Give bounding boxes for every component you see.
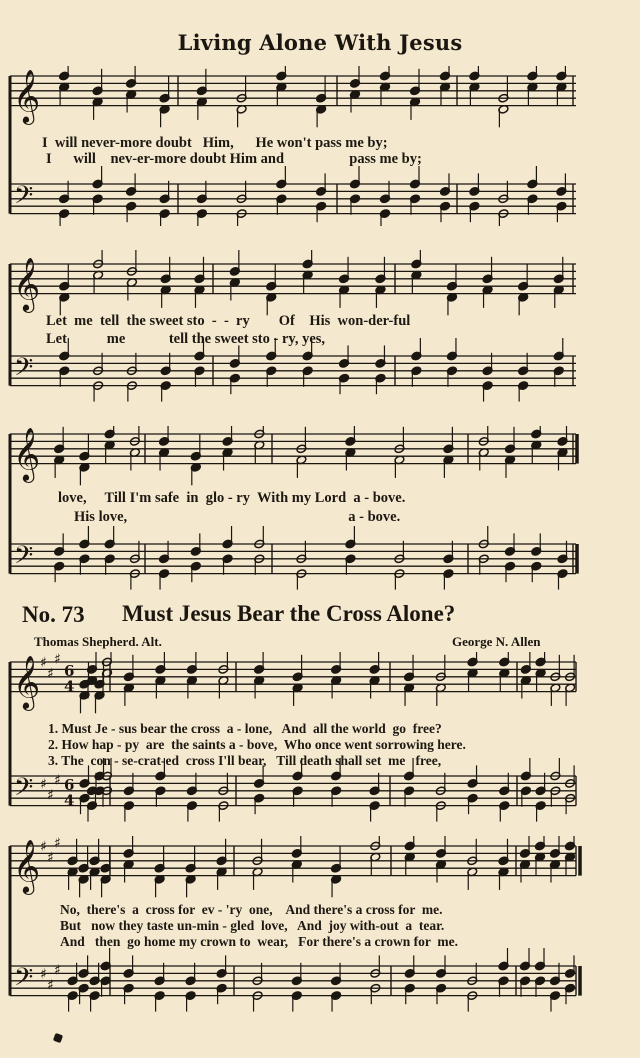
lyric-line: 2. How hap - py are the saints a - bove, Who once went sorrowing here. (48, 737, 466, 752)
music-credit: George N. Allen (452, 634, 541, 649)
sharp-icon: ♯ (40, 966, 47, 983)
lyric-line: No, there's a cross for ev - 'ry one, And there's a cross for me. (60, 902, 443, 917)
treble-clef-icon: 𝄞 (13, 426, 41, 481)
sharp-icon: ♯ (47, 977, 54, 994)
treble-clef-icon: 𝄞 (13, 68, 41, 123)
sharp-icon: ♯ (40, 839, 47, 855)
lyric-line: love, Till I'm safe in glo - ry With my Lord a - bove. (58, 490, 406, 506)
lyric-line: And then go home my crown to wear, For there's a crown for me. (60, 934, 458, 949)
hymn-number: No. 73 (22, 602, 85, 627)
bass-clef-icon: 𝄢 (14, 773, 34, 809)
sharp-icon: ♯ (47, 666, 54, 683)
treble-clef-icon: 𝄞 (13, 654, 41, 709)
time-signature: 6 (64, 661, 75, 680)
music-system-2 (0, 250, 640, 410)
sharp-icon: ♯ (54, 652, 61, 668)
lyric-line: 1. Must Je - sus bear the cross a - lone, And all the world go free? (48, 721, 442, 736)
lyric-line: Let me tell the sweet sto - ry, yes, (46, 331, 326, 347)
sharp-icon: ♯ (40, 655, 47, 671)
sharp-icon: ♯ (47, 787, 54, 804)
hymn-title: Living Alone With Jesus (177, 30, 463, 55)
bass-clef-icon: 𝄢 (14, 541, 34, 577)
sharp-icon: ♯ (40, 776, 47, 793)
page-mark (53, 1033, 63, 1043)
time-signature: 4 (64, 791, 75, 810)
lyric-line: Let me tell the sweet sto - - ry Of His won-der-ful (46, 313, 411, 329)
words-credit: Thomas Shepherd. Alt. (34, 634, 162, 649)
hymn-title: Must Jesus Bear the Cross Alone? (122, 601, 456, 626)
time-signature: 6 (64, 775, 75, 794)
bass-clef-icon: 𝄢 (14, 353, 34, 389)
sharp-icon: ♯ (54, 772, 61, 789)
lyric-line: I will nev-er-more doubt Him and pass me by; (46, 151, 422, 167)
sharp-icon: ♯ (54, 836, 61, 852)
lyric-line: But now they taste un-min - gled love, And joy with-out a tear. (60, 918, 445, 933)
lyric-line: His love, a - bove. (74, 509, 401, 525)
time-signature: 4 (64, 677, 75, 696)
lyric-line: I will never-more doubt Him, He won't pass me by; (42, 135, 388, 151)
treble-clef-icon: 𝄞 (13, 256, 41, 311)
bass-clef-icon: 𝄢 (14, 181, 34, 217)
bass-clef-icon: 𝄢 (14, 963, 34, 999)
sharp-icon: ♯ (54, 962, 61, 979)
lyric-line: 3. The con - se-crat-ed cross I'll bear, Till death shall set me free, (48, 753, 442, 768)
sharp-icon: ♯ (47, 850, 54, 867)
treble-clef-icon: 𝄞 (13, 838, 41, 893)
